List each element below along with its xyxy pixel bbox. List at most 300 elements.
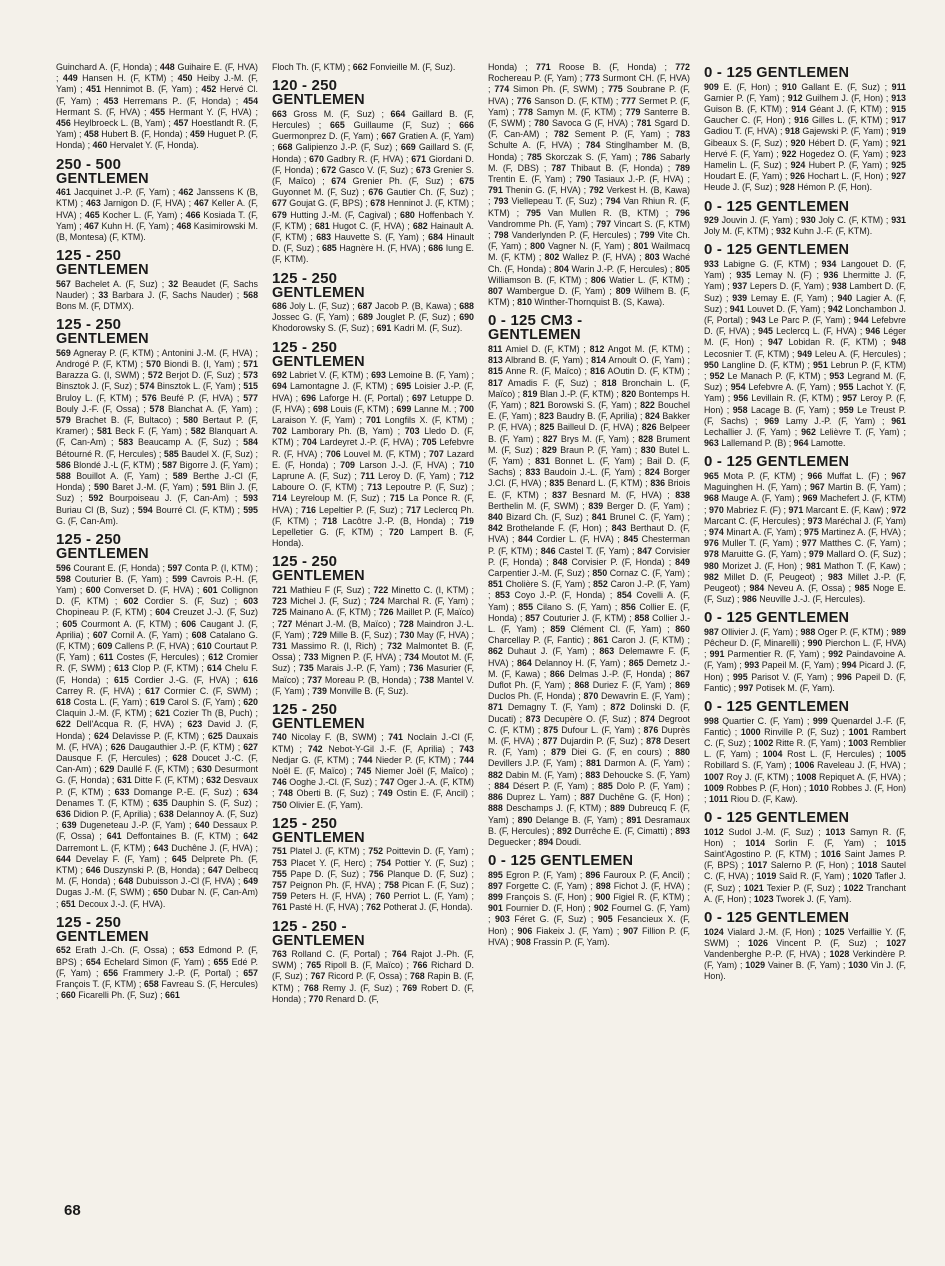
race-number: 696: [301, 392, 317, 403]
race-number: 768: [409, 971, 425, 982]
class-heading: [56, 157, 258, 187]
race-number: 759: [272, 891, 287, 902]
entry-list: 569 Agneray P. (F, KTM) ; Antonini J.-M. (F, HVA) ; Androgé P. (F, KTM) ; 570 Biondi B. (I, Yam) ; 571 Barazza G. (I, SWM) ; 572 Berjot D. (F, Suz) ; 573 Binsztok J. (F, Suz) ; 574 Binsztok L. (F, Yam) ; 515 Bruloy L. (F, KTM) ; 576 Beufé P. (F, HVA) ; 577 Bouly J.-F. (F, Ossa) ; 578 Blanchat A. (F, Yam) ; 579 Brachet B. (F, Bultaco) ; 580 Bertaut P. (F, Kramer) ; 581 Beck F. (F, Yam) ; 582 Blanquart A. (F, Can-Am) ; 583 Beaucamp A. (F, Suz) ; 584 Bétourné R. (F, Hercules) ; 585 Baudel X. (F, Suz) ; 586 Blondé J.-L (F, KTM) ; 587 Bigorre J. (F, Yam) ; 588 Bouillot A. (F, Yam) ; 589 Berthe J.-Cl (F, Honda) ; 590 Baret J.-M. (F, Yam) ; 591 Blin J. (F, Suz) ; 592 Bourpoiseau J. (F, Can-Am) ; 593 Buriau Cl (B, Suz) ; 594 Bourré Cl. (F, KTM) ; 595 G. (F, Can-Am).: [56, 347, 258, 526]
race-number: 971: [788, 504, 804, 515]
race-number: 866: [549, 668, 565, 679]
race-number: 567: [56, 278, 71, 289]
race-number: 823: [539, 411, 554, 422]
race-number: 983: [827, 571, 843, 582]
race-number: 963: [704, 438, 719, 449]
race-number: 794: [605, 196, 621, 207]
race-number: 863: [599, 646, 615, 657]
race-number: 1010: [809, 782, 829, 793]
race-number: 772: [675, 62, 690, 72]
class-heading: [272, 78, 474, 108]
race-number: 955: [838, 382, 854, 393]
race-number: 835: [549, 478, 565, 489]
race-number: 907: [623, 925, 639, 936]
race-number: 859: [550, 624, 566, 635]
class-range: 125 - 250: [56, 316, 122, 334]
race-number: 597: [167, 562, 183, 573]
race-number: 594: [137, 504, 153, 515]
race-number: 681: [314, 220, 330, 231]
race-number: 573: [243, 370, 258, 381]
race-number: 605: [62, 618, 78, 629]
race-number: 740: [272, 732, 287, 743]
race-number: 872: [610, 702, 626, 713]
class-heading: [704, 242, 906, 258]
race-number: 620: [243, 696, 258, 707]
race-number: 969: [764, 415, 780, 426]
race-number: 607: [92, 629, 108, 640]
race-number: 636: [56, 808, 71, 819]
class-category: GENTLEMEN: [56, 262, 149, 279]
race-number: 750: [272, 799, 287, 810]
race-number: 941: [729, 303, 745, 314]
race-number: 819: [522, 388, 538, 399]
race-number: 1002: [753, 737, 774, 748]
race-number: 449: [62, 73, 78, 84]
race-number: 697: [412, 392, 427, 403]
race-number: 862: [488, 646, 503, 657]
race-number: 936: [823, 270, 839, 281]
class-category: GENTLEMEN: [56, 170, 149, 187]
race-number: 914: [791, 103, 807, 114]
race-number: 632: [206, 775, 221, 786]
race-number: 784: [585, 140, 601, 151]
race-number: 448: [159, 62, 175, 72]
race-number: 631: [116, 775, 132, 786]
race-number: 913: [891, 92, 906, 103]
race-number: 846: [540, 545, 556, 556]
class-category: GENTLEMEN: [56, 331, 149, 348]
race-number: 876: [643, 724, 659, 735]
race-number: 764: [391, 949, 407, 960]
race-number: 781: [636, 118, 652, 129]
entry-list: 686 Joly L. (F, Suz) ; 687 Jacob P. (B, Kawa) ; 688 Jossec G. (F, Yam) ; 689 Jouglet P. (F, Suz) ; 690 Khodorowsky S. (F, Suz) ; 691 Kadri M. (F, Suz).: [272, 301, 474, 334]
race-number: 459: [190, 129, 205, 140]
race-number: 33: [98, 289, 109, 300]
race-number: 921: [891, 137, 906, 148]
race-number: 748: [278, 788, 293, 799]
race-number: 451: [86, 84, 101, 95]
race-number: 763: [272, 949, 287, 960]
class-heading: [56, 248, 258, 278]
race-number: 977: [801, 538, 817, 549]
race-number: 599: [172, 573, 188, 584]
race-number: 939: [732, 292, 748, 303]
race-number: 732: [387, 640, 402, 651]
race-number: 991: [709, 649, 725, 660]
race-number: 749: [377, 788, 393, 799]
race-number: 611: [98, 652, 114, 663]
race-number: 686: [428, 243, 444, 254]
race-number: 824: [644, 467, 660, 478]
race-number: 468: [176, 220, 192, 231]
class-range: 0 - 125: [488, 852, 537, 870]
race-number: 871: [488, 702, 503, 713]
race-number: 758: [384, 879, 399, 890]
race-number: 868: [574, 680, 590, 691]
class-category: GENTLEMEN: [272, 829, 365, 846]
class-heading: [272, 271, 474, 301]
race-number: 896: [585, 869, 601, 880]
race-number: 841: [591, 512, 607, 523]
race-number: 920: [790, 137, 806, 148]
race-number: 664: [390, 108, 406, 119]
race-number: 598: [56, 573, 71, 584]
race-number: 1024: [704, 926, 724, 937]
race-number: 949: [797, 348, 813, 359]
class-range: 0 - 125: [704, 609, 753, 627]
race-number: 894: [538, 836, 554, 847]
race-number: 799: [639, 230, 655, 241]
race-number: 686: [272, 301, 287, 312]
race-number: 948: [891, 337, 906, 348]
class-range: 120 - 250: [272, 77, 338, 95]
race-number: 853: [495, 590, 510, 601]
class-category: GENTLEMEN: [756, 810, 850, 827]
race-number: 933: [704, 258, 719, 269]
race-number: 1007: [704, 771, 724, 782]
entry-list: 965 Mota P. (F, KTM) ; 966 Muffat L. (F) ; 967 Maguinghen H. (F, Yam) ; 967 Martin B. (F, Yam) ; 968 Mauge A. (F, Yam) ; 969 Machefert J. (F, KTM) ; 970 Mabriez F. (F) ; 971 Marcant E. (F, Kaw) ; 972 Marcant C. (F, Hercules) ; 973 Maréchal J. (F, Yam) ; 974 Minart A. (F, Yam) ; 975 Martinez A. (F, HVA) ; 976 Muller T. (F, Yam) ; 977 Matthes C. (F, Yam) ; 978 Maruitte G. (F, Yam) ; 979 Mallard O. (F, Suz) ; 980 Morizet J. (F, Hon) ; 981 Mathon T. (F, Kaw) ; 982 Millet D. (F, Peugeot) ; 983 Millet J.-P. (F, Peugeot) ; 984 Neveu A. (F, Ossa) ; 985 Noge E. (F, Suz) ; 986 Neuville J.-J. (F, Hercules).: [704, 470, 906, 605]
race-number: 954: [730, 382, 746, 393]
class-range: 250 - 500: [56, 155, 122, 173]
race-number: 816: [590, 366, 605, 377]
race-number: 457: [173, 118, 189, 129]
class-category: GENTLEMEN: [756, 65, 850, 81]
race-number: 587: [162, 459, 178, 470]
race-number: 857: [525, 612, 541, 623]
race-number: 780: [534, 118, 549, 129]
race-number: 774: [494, 84, 510, 95]
race-number: 997: [738, 682, 754, 693]
class-heading: [488, 853, 690, 869]
race-number: 585: [163, 448, 179, 459]
race-number: 877: [542, 736, 558, 747]
race-number: 940: [837, 292, 853, 303]
entry-list: 663 Gross M. (F, Suz) ; 664 Gaillard B. (F, Hercules) ; 665 Guillaume (F, Suz) ; 666 Guermonprez D. (F, Yam) ; 667 Gratien A. (F, Yam) ; 668 Galipienzo J.-P. (F, Suz) ; 669 Gaillard S. (F, Honda) ; 670 Gadbry R. (F, HVA) ; 671 Giordani D. (F, Honda) ; 672 Gasco V. (F, Suz) ; 673 Grenier S. (F, Maïco) ; 674 Grenier Ph. (F, Suz) ; 675 Guyonnet M. (F, Suz) ; 676 Gautier Ch. (F, Suz) ; 677 Goujat G. (F, BPS) ; 678 Henninot J. (F, KTM) ; 679 Hutting J.-M. (F, Cagival) ; 680 Hoffenbach Y. (F, KTM) ; 681 Hugot C. (F, HVA) ; 682 Hainault A. (F, KTM) ; 683 Hauvette S. (F, Yam) ; 684 Hinault D. (F, Suz) ; 685 Hagnère H. (F, HVA) ; 686 Iung E. (F, KTM).: [272, 108, 474, 265]
race-number: 966: [807, 470, 823, 481]
race-number: 887: [580, 792, 596, 803]
race-number: 802: [544, 252, 560, 263]
race-number: 943: [751, 314, 766, 325]
class-heading: [704, 699, 906, 715]
race-number: 667: [381, 131, 397, 142]
race-number: 994: [841, 660, 857, 671]
race-number: 695: [396, 381, 412, 392]
race-number: 703: [404, 426, 420, 437]
class-heading: [704, 810, 906, 826]
race-number: 911: [891, 81, 906, 92]
race-number: 660: [60, 990, 76, 1001]
race-number: 568: [243, 289, 258, 300]
class-heading: [272, 340, 474, 370]
class-range: 125 - 250: [272, 700, 338, 718]
race-number: 712: [459, 470, 474, 481]
race-number: 754: [376, 857, 392, 868]
race-number: 908: [515, 936, 531, 947]
race-number: 576: [141, 392, 157, 403]
race-number: 744: [357, 754, 373, 765]
race-number: 662: [352, 62, 368, 72]
race-number: 752: [368, 846, 384, 857]
race-number: 700: [459, 403, 474, 414]
class-range: 125 - 250 -: [272, 917, 347, 935]
race-number: 901: [488, 903, 503, 914]
race-number: 783: [675, 129, 690, 140]
race-number: 838: [675, 489, 690, 500]
race-number: 692: [272, 370, 287, 381]
race-number: 645: [171, 853, 187, 864]
race-number: 938: [831, 281, 847, 292]
race-number: 967: [891, 470, 906, 481]
class-heading: [56, 915, 258, 945]
race-number: 897: [488, 880, 503, 891]
race-number: 679: [272, 209, 287, 220]
class-heading: [272, 554, 474, 584]
race-number: 685: [321, 243, 337, 254]
race-number: 918: [785, 126, 800, 137]
race-number: 829: [542, 444, 557, 455]
race-number: 727: [277, 618, 293, 629]
race-number: 809: [615, 286, 631, 297]
race-number: 969: [802, 493, 818, 504]
class-category: GENTLEMEN: [756, 610, 850, 627]
race-number: 787: [551, 162, 567, 173]
race-number: 972: [891, 504, 906, 515]
entry-list: 909 E. (F, Hon) ; 910 Gallant E. (F, Suz) ; 911 Garnier P. (F, Yam) ; 912 Guilhem J. (F, Hon) ; 913 Guison B. (F, KTM) ; 914 Géant J. (F, KTM) ; 915 Gaucher C. (F, Hon) ; 916 Gilles L. (F, KTM) ; 917 Gadiou T. (F, HVA) ; 918 Gajewski P. (F, Yam) ; 919 Gibeaux S. (F, Suz) ; 920 Hébert D. (F, Yam) ; 921 Hervé F. (F, Yam) ; 922 Hogedez O. (F, Yam) ; 923 Hamelin L. (F, Suz) ; 924 Hubert P. (F, Yam) ; 925 Houdart E. (F, Yam) ; 926 Hochart L. (F, Hon) ; 927 Heude J. (F, Suz) ; 928 Hémon P. (F, Hon).: [704, 81, 906, 193]
race-number: 590: [94, 482, 109, 493]
class-category: GENTLEMEN: [272, 932, 365, 949]
entry-list: 692 Labriet V. (F, KTM) ; 693 Lemoine B. (F, Yam) ; 694 Lamontagne J. (F, KTM) ; 695 Loisier J.-P. (F, HVA) ; 696 Laforge H. (F, Portal) ; 697 Letuppe D. (F, HVA) ; 698 Louis (F, KTM) ; 699 Lanne M. ; 700 Laraison Y. (F, Yam) ; 701 Longfils X. (F, KTM) ; 702 Lamborary Ph. (B, Yam) ; 703 Lledo D. (F, KTM) ; 704 Lardeyret J.-P. (F, HVA) ; 705 Lefebvre R. (F, HVA) ; 706 Louvel M. (F, KTM) ; 707 Lazard E. (F, Honda) ; 709 Larson J.-J. (F, HVA) ; 710 Laprune A. (F, Suz) ; 711 Leroy D. (F, Yam) ; 712 Laboure O. (F, KTM) ; 713 Lepoutre P. (F, Suz) ; 714 Leyreloup M. (F, Suz) ; 715 La Ponce R. (F, HVA) ; 716 Lepeltier P. (F, Suz) ; 717 Leclercq Ph. (F, KTM) ; 718 Lacôtre J.-P. (B, Honda) ; 719 Lepelletier G. (F, KTM) ; 720 Lampert B. (F, Honda).: [272, 370, 474, 549]
race-number: 593: [243, 493, 258, 504]
race-number: 981: [805, 560, 821, 571]
race-number: 804: [554, 263, 569, 274]
race-number: 978: [704, 549, 719, 560]
race-number: 821: [529, 399, 545, 410]
race-number: 751: [272, 846, 287, 857]
race-number: 640: [194, 820, 210, 831]
race-number: 615: [114, 674, 129, 685]
entry-list: 721 Mathieu F (F, Suz) ; 722 Minetto C. (I, KTM) ; 723 Michel J. (F, Suz) ; 724 Marchal R. (F, Yam) ; 725 Mainano A. (F, KTM) ; 726 Maillet P. (F, Maïco) ; 727 Ménart J.-M. (B, Maïco) ; 728 Maindron J.-L. (F, Yam) ; 729 Mille B. (F, Suz) ; 730 May (F, HVA) ; 731 Massimo R. (I, Rich) ; 732 Malmontet B. (F, Ossa) ; 733 Mignen P. (F, HVA) ; 734 Moutot M. (F, Suz) ; 735 Marais J.-P. (F, Yam) ; 736 Masurier (F, Maïco) ; 737 Moreau P. (B, Honda) ; 738 Mantel V. (F, Yam) ; 739 Monville B. (F, Suz).: [272, 584, 474, 696]
class-range: 0 - 125: [704, 64, 753, 81]
race-number: 762: [366, 902, 381, 913]
race-number: 690: [459, 312, 474, 323]
class-range: 0 - 125: [704, 241, 753, 259]
race-number: 657: [243, 967, 258, 978]
page-number: 68: [64, 1202, 81, 1219]
race-number: 861: [593, 635, 609, 646]
race-number: 889: [610, 803, 625, 814]
race-number: 741: [388, 732, 403, 743]
race-number: 837: [552, 489, 567, 500]
race-number: 830: [640, 444, 656, 455]
race-number: 717: [406, 504, 421, 515]
race-number: 569: [56, 347, 71, 358]
class-category: GENTLEMEN: [756, 198, 850, 215]
race-number: 757: [272, 879, 287, 890]
class-category: GENTLEMEN: [756, 242, 850, 259]
race-number: 635: [152, 797, 168, 808]
race-number: 930: [800, 215, 816, 226]
race-number: 885: [597, 780, 613, 791]
race-number: 673: [415, 164, 431, 175]
race-number: 986: [741, 594, 757, 605]
race-number: 707: [429, 448, 444, 459]
race-number: 965: [704, 470, 719, 481]
race-number: 730: [399, 629, 415, 640]
race-number: 932: [775, 226, 791, 237]
race-number: 702: [272, 426, 287, 437]
class-heading: [704, 65, 906, 81]
class-range: 125 - 250: [272, 269, 338, 287]
race-number: 694: [272, 381, 287, 392]
class-range: 0 - 125: [704, 909, 753, 927]
race-number: 805: [675, 263, 690, 274]
race-number: 873: [525, 713, 541, 724]
race-number: 1023: [753, 893, 774, 904]
race-number: 591: [201, 482, 217, 493]
race-number: 813: [488, 355, 503, 366]
race-number: 572: [147, 370, 163, 381]
entry-list: 751 Platel J. (F, KTM) ; 752 Poittevin D. (F, Yam) ; 753 Placet Y. (F, Herc) ; 754 Pottier Y. (F, Suz) ; 755 Pape D. (F, Suz) ; 756 Planque D. (F, Suz) ; 757 Peignon Ph. (F, HVA) ; 758 Pican F. (F, Suz) ; 759 Peters H. (F, HVA) ; 760 Perriot L. (F, Yam) ; 761 Pasté H. (F, HVA) ; 762 Potherat J. (F, Honda).: [272, 846, 474, 913]
race-number: 1014: [745, 837, 766, 848]
race-number: 869: [675, 680, 690, 691]
race-number: 989: [891, 626, 906, 637]
entry-list: Guinchard A. (F, Honda) ; 448 Guihaire E. (F, HVA) ; 449 Hansen H. (F, KTM) ; 450 Heiby J.-M. (F, Yam) ; 451 Hennimot B. (F, Yam) ; 452 Hervé Cl. (F, Yam) ; 453 Herremans P.. (F, Honda) ; 454 Hermant S. (F, HVA) ; 455 Hermant Y. (F, HVA) ; 456 Heylbroeck L. (B, Yam) ; 457 Hoestlandt R. (F, Yam) ; 458 Hubert B. (F, Honda) ; 459 Huguet P. (F, Honda) ; 460 Hervalet Y. (F, Honda).: [56, 62, 258, 151]
race-number: 604: [155, 607, 171, 618]
race-number: 32: [168, 278, 179, 289]
race-number: 715: [389, 493, 405, 504]
race-number: 959: [838, 404, 854, 415]
race-number: 1018: [857, 860, 878, 871]
race-number: 909: [704, 81, 719, 92]
race-number: 946: [865, 326, 881, 337]
race-number: 968: [704, 493, 719, 504]
race-number: 580: [183, 414, 199, 425]
race-number: 916: [794, 115, 809, 126]
entry-list: 929 Jouvin J. (F, Yam) ; 930 Joly C. (F, KTM) ; 931 Joly M. (F, KTM) ; 932 Kuhn J.-F. (F, KTM).: [704, 215, 906, 237]
race-number: 917: [891, 115, 906, 126]
race-number: 461: [56, 187, 71, 198]
race-number: 574: [139, 381, 155, 392]
race-number: 465: [84, 209, 100, 220]
entry-list: 652 Erath J.-Ch. (F, Ossa) ; 653 Edmond P. (F, BPS) ; 654 Echelard Simon (F, Yam) ; 655 Edé P. (F, Yam) ; 656 Frammery J.-P. (F, Portal) ; 657 François T. (F, KTM) ; 658 Favreau S. (F, Hercules) ; 660 Ficarelli Ph. (F, Suz) ; 661: [56, 945, 258, 1001]
race-number: 1026: [748, 937, 768, 948]
race-number: 647: [207, 864, 223, 875]
entry-list: 567 Bachelet A. (F, Suz) ; 32 Beaudet (F, Sachs Nauder) ; 33 Barbara J. (F, Sachs Nauder) ; 568 Bons M. (F, DTMX).: [56, 278, 258, 312]
race-number: 782: [553, 129, 569, 140]
class-range: 125 - 250: [272, 338, 338, 356]
race-number: 738: [419, 674, 435, 685]
race-number: 1019: [756, 871, 777, 882]
race-number: 1021: [743, 882, 764, 893]
class-range: 0 - 125: [704, 197, 753, 215]
race-number: 791: [488, 185, 503, 196]
race-number: 796: [675, 207, 690, 218]
race-number: 1022: [843, 882, 864, 893]
race-number: 704: [301, 437, 317, 448]
race-number: 634: [243, 786, 258, 797]
entry-list: 933 Labigne G. (F, KTM) ; 934 Langouet D. (F, Yam) ; 935 Lemay N. (F) ; 936 Lhermitte J. (F, Yam) ; 937 Lepers D. (F, Yam) ; 938 Lambert D. (F, Suz) ; 939 Lemay E. (F, Yam) ; 940 Lagier A. (F, Suz) ; 941 Louvet D. (F, Yam) ; 942 Lonchambon J. (F, Portal) ; 943 Le Parc P. (F, Yam) ; 944 Lefebvre D. (F, HVA) ; 945 Leclercq L. (F, HVA) ; 946 Léger M. (F, Hon) ; 947 Lobidan R. (F, KTM) ; 948 Lecosnier T. (F, KTM) ; 949 Leleu A. (F, Hercules) ; 950 Langline D. (F, KTM) ; 951 Lebrun P. (F, KTM) ; 952 Le Manach P. (F, KTM) ; 953 Legrand M. (F, Suz) ; 954 Lefebvre A. (F, Yam) ; 955 Lachot Y. (F, Yam) ; 956 Levillain R. (F, KTM) ; 957 Leroy P. (F, Hon) ; 958 Lacage B. (F, Yam) ; 959 Le Treust P. (F, Sachs) ; 969 Lamy J.-P. (F, Yam) ; 961 Lechallier J. (F, Yam) ; 962 Lelièvre T. (F, Yam) ; 963 Lallemand P. (B) ; 964 Lamotte.: [704, 258, 906, 449]
race-number: 956: [733, 393, 749, 404]
race-number: 996: [837, 671, 852, 682]
race-number: 577: [243, 392, 258, 403]
race-number: 745: [356, 766, 372, 777]
race-number: 463: [85, 198, 101, 209]
race-number: 1028: [829, 949, 850, 959]
race-number: 874: [640, 713, 655, 724]
race-number: 628: [172, 752, 188, 763]
race-number: 467: [194, 198, 209, 209]
race-number: 746: [272, 777, 287, 788]
race-number: 935: [736, 270, 752, 281]
race-number: 726: [378, 607, 394, 618]
race-number: 925: [891, 159, 906, 170]
race-number: 995: [732, 671, 748, 682]
race-number: 899: [488, 892, 503, 903]
race-number: 786: [641, 151, 657, 162]
race-number: 771: [535, 62, 551, 72]
race-number: 725: [272, 607, 287, 618]
race-number: 656: [103, 967, 119, 978]
race-number: 800: [530, 241, 545, 252]
race-number: 970: [708, 504, 724, 515]
race-number: 462: [178, 187, 194, 198]
race-number: 761: [272, 902, 287, 913]
race-number: 856: [620, 601, 636, 612]
race-number: 714: [272, 493, 287, 504]
class-heading: [272, 816, 474, 846]
race-number: 990: [807, 638, 823, 649]
race-number: 795: [526, 207, 541, 218]
race-number: 734: [404, 652, 419, 663]
race-number: 682: [412, 220, 428, 231]
race-number: 924: [790, 159, 806, 170]
race-number: 651: [60, 898, 76, 909]
race-number: 701: [366, 414, 381, 425]
race-number: 906: [517, 925, 533, 936]
race-number: 711: [360, 470, 375, 481]
race-number: 979: [808, 549, 824, 560]
class-category: GENTLEMEN: [56, 546, 149, 562]
race-number: 684: [428, 231, 443, 242]
class-range: 125 - 250: [272, 553, 338, 571]
race-number: 592: [88, 493, 104, 504]
race-number: 596: [56, 562, 71, 573]
column-1: [56, 62, 258, 1222]
race-number: 801: [633, 241, 649, 252]
race-number: 875: [543, 724, 559, 735]
race-number: 649: [243, 876, 258, 887]
race-number: 755: [272, 868, 287, 879]
race-number: 886: [488, 792, 503, 803]
race-number: 672: [321, 164, 337, 175]
race-number: 1027: [886, 937, 906, 948]
class-category: GENTLEMEN: [272, 715, 365, 732]
race-number: 644: [56, 853, 71, 864]
race-number: 756: [368, 868, 384, 879]
entry-list: 1024 Vialard J.-M. (F, Hon) ; 1025 Verfaillie Y. (F, SWM) ; 1026 Vincent P. (F, Suz) ; 1027 Vandenberghe P.-P. (F, HVA) ; 1028 Verkindère P. (F, Yam) ; 1029 Vainer B. (F, Yam) ; 1030 Vin J. (F, Hon).: [704, 926, 906, 982]
race-number: 733: [303, 652, 319, 663]
race-number: 450: [177, 73, 193, 84]
race-number: 652: [56, 945, 71, 956]
race-number: 993: [744, 660, 760, 671]
race-number: 974: [708, 526, 724, 537]
race-number: 710: [459, 459, 474, 470]
race-number: 903: [495, 914, 510, 925]
